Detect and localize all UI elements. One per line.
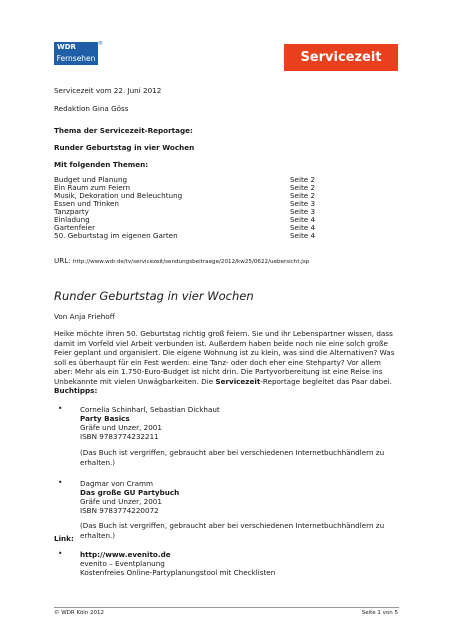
- toc-label: 50. Geburtstag im eigenen Garten: [54, 231, 178, 240]
- wdr-logo-bottom: Fernsehen: [54, 53, 98, 65]
- editor-line: Redaktion Gina Göss: [54, 104, 129, 113]
- footer-divider: [54, 607, 399, 608]
- books-heading: Buchtipps:: [54, 386, 98, 395]
- topic-heading: Thema der Servicezeit-Reportage:: [54, 126, 193, 135]
- book-publisher: Gräfe und Unzer, 2001: [80, 423, 162, 432]
- registered-mark: ®: [98, 41, 103, 47]
- toc-page: Seite 3: [290, 199, 316, 208]
- book-title: Party Basics: [80, 414, 130, 423]
- book-isbn: ISBN 9783774232211: [80, 432, 159, 441]
- article-author: Von Anja Friehoff: [54, 312, 115, 321]
- toc-label: Einladung: [54, 215, 90, 224]
- book-isbn: ISBN 9783774220072: [80, 506, 159, 515]
- book-title: Das große GU Partybuch: [80, 488, 180, 497]
- url-link[interactable]: http://www.wdr.de/tv/servicezeit/sendungsbeitraege/2012/kw25/0622/uebersicht.jsp: [72, 259, 310, 265]
- topic-subheading: Mit folgenden Themen:: [54, 160, 149, 169]
- wdr-logo-top: WDR: [54, 42, 98, 53]
- toc-label: Essen und Trinken: [54, 199, 119, 208]
- toc-page: Seite 4: [290, 223, 316, 232]
- toc-label: Ein Raum zum Feiern: [54, 183, 131, 192]
- bullet-icon: •: [58, 404, 63, 413]
- article-title: Runder Geburtstag in vier Wochen: [54, 289, 254, 303]
- link-name: evenito – Eventplanung: [80, 559, 165, 568]
- url-line: [54, 256, 309, 265]
- toc-page: Seite 3: [290, 207, 316, 216]
- bullet-icon: •: [58, 478, 63, 487]
- toc-label: Gartenfeier: [54, 223, 96, 232]
- topic-title: Runder Geburtstag in vier Wochen: [54, 143, 195, 152]
- book-publisher: Gräfe und Unzer, 2001: [80, 497, 162, 506]
- book-authors: Cornelia Schinharl, Sebastian Dickhaut: [80, 405, 220, 414]
- intro-text-end: -Reportage begleitet das Paar dabei.: [260, 376, 392, 386]
- intro-text: Heike möchte ihren 50. Geburtstag richtig groß feiern. Sie und ihr Lebenspartner wissen, dass damit im Vorfeld viel Arbeit verbunden ist. Außerdem haben beide noch nie eine solch große Feier geplant und organisiert. Die eigene Wohnung ist zu klein, was sind die Alternativen? Was soll es überhaupt für ein Fest werden: eine Tanz- oder doch eher eine Stehparty? Vor allem aber: Mehr als ein 1.750-Euro-Budget ist nicht drin. Die Partyvorbereitung ist eine Reise ins Unbekannte mit vielen Unwägbarkeiten. Die: [54, 329, 395, 386]
- broadcast-date: Servicezeit vom 22. Juni 2012: [54, 86, 162, 95]
- toc-page: Seite 2: [290, 175, 316, 184]
- intro-brand: Servicezeit: [215, 376, 261, 386]
- toc-label: Musik, Dekoration und Beleuchtung: [54, 191, 183, 200]
- servicezeit-logo: Servicezeit: [284, 44, 398, 71]
- toc-page: Seite 2: [290, 191, 316, 200]
- toc-row: [54, 231, 354, 240]
- toc-page: Seite 4: [290, 215, 316, 224]
- link-url[interactable]: http://www.evenito.de: [80, 550, 171, 559]
- link-desc: Kostenfreies Online-Partyplanungstool mit Checklisten: [80, 568, 276, 577]
- book-note: (Das Buch ist vergriffen, gebraucht aber bei verschiedenen Internetbuchhändlern zu erhalten.): [80, 521, 385, 540]
- bullet-icon: •: [58, 549, 63, 558]
- wdr-fernsehen-logo: [54, 41, 103, 65]
- book-authors: Dagmar von Cramm: [80, 479, 154, 488]
- toc-page: Seite 4: [290, 231, 316, 240]
- toc-page: Seite 2: [290, 183, 316, 192]
- links-heading: Link:: [54, 534, 74, 543]
- url-label: URL:: [54, 256, 71, 265]
- footer-page-number: Seite 1 von 5: [361, 610, 398, 616]
- article-intro: [54, 329, 399, 387]
- footer-copyright: © WDR Köln 2012: [54, 610, 104, 616]
- book-note: (Das Buch ist vergriffen, gebraucht aber bei verschiedenen Internetbuchhändlern zu erhalten.): [80, 448, 385, 467]
- toc-label: Tanzparty: [54, 207, 89, 216]
- toc-label: Budget und Planung: [54, 175, 128, 184]
